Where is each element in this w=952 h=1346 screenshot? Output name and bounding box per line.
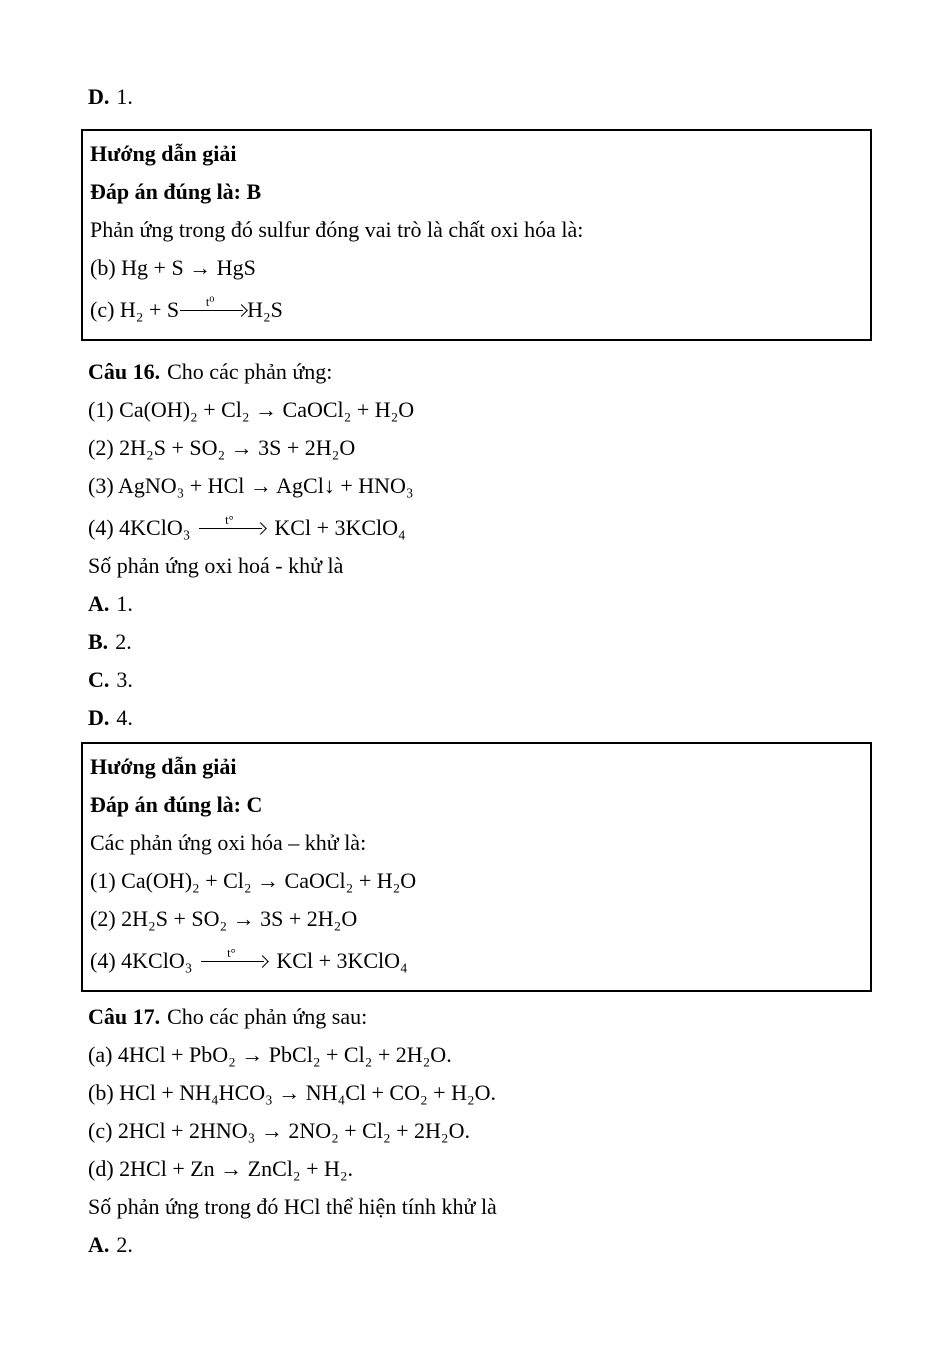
q16-reaction-1: [81, 391, 872, 429]
option-text: 1.: [116, 591, 133, 616]
reaction-rhs: KCl + 3KClO₄: [274, 515, 406, 540]
reaction-lhs: (c) H₂ + S: [90, 297, 180, 322]
option-letter: D.: [88, 84, 110, 109]
q16-option-b: [81, 623, 872, 661]
reaction-formula: (1) Ca(OH)₂ + Cl₂ → CaOCl₂ + H₂O: [88, 397, 415, 422]
q16-question-stem: [81, 547, 872, 585]
temperature-label: t°: [225, 513, 234, 527]
question-16-title: [81, 353, 872, 391]
question-number: Câu 17.: [88, 1004, 161, 1029]
reaction-line-c: [90, 291, 862, 329]
option-text: 2.: [116, 1232, 133, 1257]
solution-heading-text: Hướng dẫn giải: [90, 141, 237, 166]
solution-heading-text: Hướng dẫn giải: [90, 754, 237, 779]
option-text: 4.: [116, 705, 133, 730]
option-letter: D.: [88, 705, 110, 730]
correct-answer-line: [90, 786, 862, 824]
q16-option-c: [81, 661, 872, 699]
q16-reaction-2: [81, 429, 872, 467]
solution-box-1: [81, 129, 872, 341]
reaction-line-b: [90, 249, 862, 287]
solution-box-2: [81, 742, 872, 992]
option-text: 1.: [116, 84, 133, 109]
sol2-reaction-2: [90, 900, 862, 938]
solution-heading: [90, 135, 862, 173]
question-number: Câu 16.: [88, 359, 161, 384]
q17-option-a: [81, 1226, 872, 1264]
reaction-arrow-with-temperature: [201, 946, 267, 968]
temperature-label: t⁰: [205, 295, 215, 309]
sol2-reaction-1: [90, 862, 862, 900]
reaction-formula: (1) Ca(OH)₂ + Cl₂ → CaOCl₂ + H₂O: [90, 868, 417, 893]
q16-reaction-3: [81, 467, 872, 505]
reaction-formula: (b) HCl + NH₄HCO₃ → NH₄Cl + CO₂ + H₂O.: [88, 1080, 497, 1105]
q17-reaction-c: [81, 1112, 872, 1150]
question-prompt: Cho các phản ứng sau:: [167, 1004, 368, 1029]
question-stem-text: Số phản ứng oxi hoá - khử là: [88, 553, 344, 578]
explanation-line: [90, 824, 862, 862]
reaction-rhs: KCl + 3KClO₄: [276, 948, 408, 973]
reaction-formula: (a) 4HCl + PbO₂ → PbCl₂ + Cl₂ + 2H₂O.: [88, 1042, 452, 1067]
reaction-lhs: (4) 4KClO₃: [90, 948, 193, 973]
option-letter: A.: [88, 1232, 110, 1257]
reaction-formula: (b) Hg + S → HgS: [90, 255, 256, 280]
option-text: 2.: [115, 629, 132, 654]
q16-reaction-4: [81, 509, 872, 547]
solution-heading: [90, 748, 862, 786]
explanation-text: Phản ứng trong đó sulfur đóng vai trò là chất oxi hóa là:: [90, 217, 584, 242]
option-letter: A.: [88, 591, 110, 616]
option-text: 3.: [116, 667, 133, 692]
question-17-title: [81, 998, 872, 1036]
q16-option-a: [81, 585, 872, 623]
prev-question-option-d: [81, 78, 872, 116]
correct-answer-text: Đáp án đúng là: B: [90, 179, 262, 204]
document-page: [81, 0, 872, 1264]
reaction-formula: (c) 2HCl + 2HNO₃ → 2NO₂ + Cl₂ + 2H₂O.: [88, 1118, 470, 1143]
reaction-arrow-with-temperature: [180, 295, 246, 317]
option-letter: B.: [88, 629, 109, 654]
q17-reaction-a: [81, 1036, 872, 1074]
question-stem-text: Số phản ứng trong đó HCl thể hiện tính khử là: [88, 1194, 497, 1219]
reaction-formula: (2) 2H₂S + SO₂ → 3S + 2H₂O: [88, 435, 356, 460]
sol2-reaction-4: [90, 942, 862, 980]
reaction-arrow-with-temperature: [199, 513, 265, 535]
question-prompt: Cho các phản ứng:: [167, 359, 333, 384]
correct-answer-text: Đáp án đúng là: C: [90, 792, 263, 817]
temperature-label: t°: [227, 946, 236, 960]
correct-answer-line: [90, 173, 862, 211]
reaction-rhs: H₂S: [247, 297, 283, 322]
explanation-line: [90, 211, 862, 249]
q17-reaction-b: [81, 1074, 872, 1112]
reaction-formula: (2) 2H₂S + SO₂ → 3S + 2H₂O: [90, 906, 358, 931]
explanation-text: Các phản ứng oxi hóa – khử là:: [90, 830, 367, 855]
option-letter: C.: [88, 667, 110, 692]
q16-option-d: [81, 699, 872, 737]
reaction-lhs: (4) 4KClO₃: [88, 515, 191, 540]
reaction-formula: (3) AgNO₃ + HCl → AgCl↓ + HNO₃: [88, 473, 414, 498]
q17-reaction-d: [81, 1150, 872, 1188]
reaction-formula: (d) 2HCl + Zn → ZnCl₂ + H₂.: [88, 1156, 354, 1181]
q17-question-stem: [81, 1188, 872, 1226]
arrow-shaft: [180, 310, 243, 311]
